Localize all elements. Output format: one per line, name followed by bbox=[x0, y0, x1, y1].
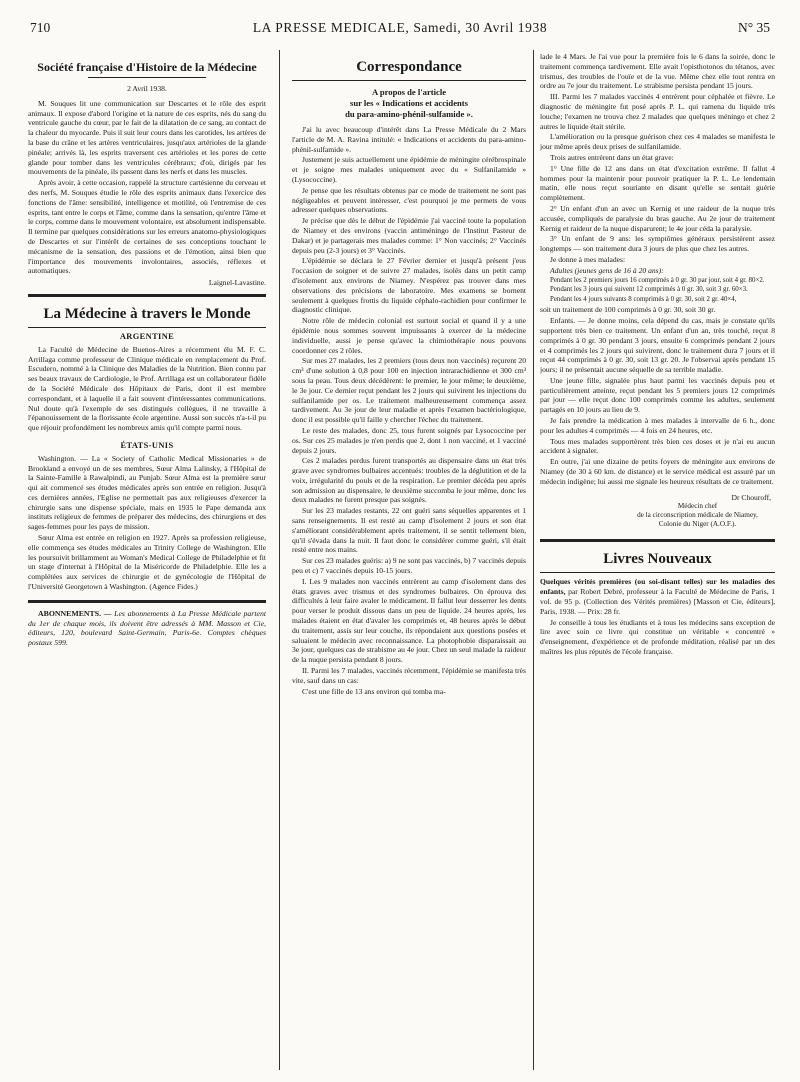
subtitle-line: du para-amino-phénil-sulfamide ». bbox=[345, 109, 473, 119]
column-left bbox=[28, 52, 266, 1068]
paragraph: Je précise que dès le début de l'épidémie j'ai vacciné toute la population de Niamey et des environs (vaccin antiméningo de l'Institut Pasteur de Dakar) et je partagerais mes malades comme: 1° Non vaccinés; 2° Vaccinés depuis peu (2-3 jours) et 3° Vaccinés. bbox=[292, 216, 526, 255]
section-rule bbox=[28, 294, 266, 297]
signature-line: Colonie du Niger (A.O.F.). bbox=[658, 520, 737, 529]
paragraph: Le reste des malades, donc 25, tous furent soignés par Lysococcine per os. Sur ces 25 malades je n'en perdis que 2, dont 1 non vacciné, et 1 vacciné depuis 2 jours. bbox=[292, 425, 526, 455]
paragraph: 3° Un enfant de 9 ans: les symptômes généraux persistèrent assez longtemps — son traitement dura 3 jours de plus que chez les autres. bbox=[540, 234, 775, 254]
paragraph: I. Les 9 malades non vaccinés entrèrent au camp d'isolement dans des états graves avec trismus et des syndromes bulbaires. On éprouva des difficultés à leur faire avaler le médicament. Il fallut leur desserrer les dents pour verser le produit dissous dans un peu de liquide. 24 heures après, les malades étaient en état d'avaler les comprimés et, 48 heures après le début du traitement, assis sur leur couche, ils répondaient aux questions posées et saluaient le médecin avec reconnaissance. La photophobie disparaissait au 3e jour, quelques cas de strabisme au 4e jour. Chez un seul malade la raideur de la nuque persista pendant 8 jours. bbox=[292, 576, 526, 665]
subscriptions-label: ABONNEMENTS. — bbox=[38, 608, 112, 618]
column-right bbox=[540, 52, 775, 1068]
section-rule bbox=[28, 327, 266, 328]
paragraph: 2° Un enfant d'un an avec un Kernig et une raideur de la nuque très accusée, compliqués de paralysie du bras gauche. Au 2e jour de traitement Kernig et raideur de la nuque disparurent; le 4e jour céda la paralysie. bbox=[540, 203, 775, 233]
paragraph: Washington. — La « Society of Catholic Medical Missionaries » de Brookland a envoyé un de ses membres, Sœur Alma Lalinsky, à l'Hôpital de la Sainte-Famille à Rawalpindi, au Punjab. Sœur Alma est la première sœur qui ait commencé ses études médicales après son entrée en religion. Jusqu'à ces dernières années, l'Eglise ne permettait pas aux religieuses d'exercer la chirurgie sans une dispense spéciale, mais en 1935 le Pape demanda aux instituts religieux de femmes de préparer des médecins, des chirurgiens et des sages-femmes pour les pays de mission. bbox=[28, 453, 266, 532]
page-number: 710 bbox=[30, 20, 51, 35]
paragraph: Sur ces 23 malades guéris: a) 9 ne sont pas vaccinés, b) 7 vaccinés depuis peu et c) 7 vaccinés depuis 10-15 jours. bbox=[292, 556, 526, 576]
column-middle bbox=[292, 52, 526, 1068]
paragraph: Sur mes 27 malades, les 2 premiers (tous deux non vaccinés) reçurent 20 cm³ d'une solution à 0,8 pour 100 en injection intrarachidienne et 300 cm³ sous la peau. Tous deux décédèrent: le premier, le jour même; le deuxième, le 3e jour. Ce dernier reçut pendant les 2 jours qui suivirent les injections du sulfanilamide per os. Le traitement malheureusement commença assez tardivement. Au 3e jour de leur maladie et après l'examen bactériologique, donc il est possible qu'il faille y chercher l'échec du traitement. bbox=[292, 356, 526, 425]
section-rule bbox=[540, 572, 775, 573]
paragraph: L'épidémie se déclara le 27 Février dernier et jusqu'à présent j'eus l'occasion de soigner et de suivre 27 malades, isolés dans un petit camp d'isolement aux environs de Niamey. N'espérez pas trouver dans mes observations des précisions de laboratoire. Mes examens se bornent seulement à quelques frottis du liquide céphalo-rachidien pour confirmer le diagnostic clinique. bbox=[292, 256, 526, 315]
subheading-etats-unis: ÉTATS-UNIS bbox=[120, 440, 174, 450]
issue-number: N° 35 bbox=[737, 20, 770, 35]
section-title-livres: Livres Nouveaux bbox=[603, 551, 712, 568]
section-rule bbox=[28, 600, 266, 603]
paragraph: Je donne à mes malades: bbox=[550, 254, 626, 264]
paragraph: soit un traitement de 100 comprimés à 0 gr. 30, soit 30 gr. bbox=[540, 305, 716, 315]
paragraph: Enfants. — Je donne moins, cela dépend du cas, mais je constate qu'ils supportent très bien ce traitement. Un enfant d'un an, très touché, reçut 8 comprimés à 0 gr. 30 pendant 3 jours, ensuite 6 comprimés pendant 2 jours et 4 comprimés les 2 jours qui suivirent, donc le traitement dura 7 jours et il reçut 44 comprimés à 0 gr. 30, soit 13 gr. 20. Je l'observai après pendant 15 jours; il ne présentait aucune séquelle de sa terrible maladie. bbox=[540, 316, 775, 375]
signature: Dr Chouroff, bbox=[731, 492, 771, 502]
paragraph: Une jeune fille, signalée plus haut parmi les vaccinés depuis peu et particulièrement atteinte, reçut pendant les 5 premiers jours 12 comprimés par jour — elle reçut donc 100 comprimés comme les adultes, seulement partagés en 10 jours au lieu de 9. bbox=[540, 375, 775, 415]
signature-line: de la circonscription médicale de Niamey, bbox=[637, 511, 758, 520]
subtitle-line: sur les « Indications et accidents bbox=[349, 98, 468, 108]
paragraph: Après avoir, à cette occasion, rappelé la structure cartésienne du cerveau et des nerfs, M. Souques étudie le rôle des esprits animaux dans l'exercice des fonctions de l'âme: sensibilité, intelligence et motilité, où l'entremise de ces esprits, tant entre le corps et l'âme, comme dans la sensation, qu'entre l'âme et le corps, comme dans le mouvement volontaire, est absolument indispensable. Il termine par quelques considérations sur les erreurs anatomo-physiologiques de Descartes et sur l'intérêt de certaines de ses conceptions touchant le mécanisme de la sensation, des passions et de l'émotion, ainsi bien que l'importance des mouvements involontaires, associés, réflexes et automatiques. bbox=[28, 178, 266, 276]
paragraph: lade le 4 Mars. Je l'ai vue pour la première fois le 6 dans la soirée, donc le traitement commença tardivement. Elle avait l'opisthotonos du tétanos, avec trismus, des troubles de l'ouïe et de la vue. Même chez elle tout rentra en ordre au 7e jour du traitement. Le strabisme persista pendant 15 jours. bbox=[540, 52, 775, 91]
paragraph: 1° Une fille de 12 ans dans un état d'excitation extrême. Il fallut 4 hommes pour la maintenir pour pouvoir pratiquer la P. L. Le lendemain matin, elle nous reçut souriante en disant qu'elle se sentait guérie complètement. bbox=[540, 163, 775, 203]
dosage-line: Pendant les 3 jours qui suivent 12 comprimés à 0 gr. 30, soit 3 gr. 60×3. bbox=[550, 286, 748, 294]
page-header bbox=[30, 20, 770, 40]
article-subtitle bbox=[292, 87, 526, 120]
subscriptions-text: Les abonnements à La Presse Médicale partent du 1er de chaque mois, ils doivent être adressés à MM. Masson et Cie, éditeurs, 120, boulevard Saint-Germain, Paris-6e. Comptes chèques postaux 599. bbox=[28, 608, 266, 648]
section-title-monde: La Médecine à travers le Monde bbox=[43, 305, 251, 322]
paragraph: M. Souques lit une communication sur Descartes et le rôle des esprit animaux. Il expose d'abord l'origine et la nature de ces esprits, nés du sang du ventricule gauche du cœur, par le fait de la dilatation de ce sang, au contact de la chaleur du myocarde. Puis il suit leur cours dans les carotides, les artères de la base du crâne et les artères ventriculaires, jusqu'aux artérioles de la glande pinéale; arrivés là, les esprits traversent ces artérioles et les pores de cette glande pour tomber dans les ventricules cérébraux; d'où, dirigés par les mouvements de la pinéale, ils passent dans les nerfs et dans les muscles. bbox=[28, 98, 266, 177]
paragraph: La Faculté de Médecine de Buenos-Aires a récemment élu M. F. C. Arrillaga comme professeur de Clinique médicale en remplacement du Prof. Escudero, nommé à la Clinique des Maladies de la Nutrition. Bien connu par ses beaux travaux de Cardiologie, le Prof. Arrillaga est un collaborateur fidèle de la Société Médicale des Hôpitaux de Paris, dont il est membre correspondant, et à laquelle il a fait souvent d'intéressantes communications. Nul doute qu'à l'exemple de ses distingués collègues, il ne travaille à l'épanouissement de la florissante école argentine. Aussi son succès n'a-t-il pu que réjouir profondément les nombreux amis qu'il compte parmi nous. bbox=[28, 344, 266, 433]
paragraph: En outre, j'ai une dizaine de petits foyers de méningite aux environs de Niamey (de 30 à 60 km. de distance) et le service médical est assuré par un médecin indigène; lui aussi me signale les heureux résultats de ce traitement. bbox=[540, 457, 775, 486]
book-entry bbox=[540, 577, 775, 616]
signature-line: Médecin chef bbox=[677, 502, 718, 511]
dosage-line: Pendant les 4 jours suivants 8 comprimés à 0 gr. 30, soit 2 gr. 40×4, bbox=[550, 295, 737, 303]
paragraph: II. Parmi les 7 malades, vaccinés récemment, l'épidémie se manifesta très vite, sauf dans un cas: bbox=[292, 666, 526, 685]
column-divider-1 bbox=[279, 50, 280, 1070]
book-title: Quelques vérités premières (ou soi-disant telles) sur les maladies des enfants, bbox=[540, 577, 775, 597]
signature: Laignel-Lavastine. bbox=[208, 278, 266, 288]
section-title-correspondance: Correspondance bbox=[356, 59, 462, 75]
paragraph: C'est une fille de 13 ans environ qui tomba ma- bbox=[302, 686, 446, 696]
paragraph: Je pense que les résultats obtenus par ce mode de traitement ne sont pas négligeables et peuvent intéresser, c'est pourquoi je me permets de vous adresser quelques observations. bbox=[292, 185, 526, 215]
paragraph: J'ai lu avec beaucoup d'intérêt dans La Presse Médicale du 2 Mars l'article de M. A. Ravina intitulé: « Indications et accidents du para-amino-phénil-sulfamide ». bbox=[292, 125, 526, 154]
subheading-argentine: ARGENTINE bbox=[119, 331, 175, 341]
dosage-line: Pendant les 2 premiers jours 16 comprimés à 0 gr. 30 par jour, soit 4 gr. 80×2. bbox=[550, 276, 765, 284]
paragraph: Sur les 23 malades restants, 22 ont guéri sans séquelles apparentes et 1 sans renseignements. Il est resté au camp d'isolement 2 jours et son état s'améliorant considérablement après traitement, il se sentit tellement bien, qu'il s'évada dans la nuit. Il faut donc le considérer comme guéri, s'il était resté entre nos mains. bbox=[292, 506, 526, 555]
paragraph: III. Parmi les 7 malades vaccinés 4 entrèrent pour céphalée et fièvre. Le diagnostic de méningite fut posé après P. L. qui ramena du liquide très louche; l'examen ne trouva chez 2 malades que quelques méningo et chez 2 autres le liquide était stérile. bbox=[540, 92, 775, 131]
paragraph: Trois autres entrèrent dans un état grave: bbox=[550, 152, 674, 162]
paragraph: L'amélioration ou la presque guérison chez ces 4 malades se manifesta le jour même après deux prises de sulfanilamide. bbox=[540, 132, 775, 152]
section-rule bbox=[88, 77, 206, 78]
section-rule bbox=[540, 539, 775, 542]
section-title-histoire: Société française d'Histoire de la Médecine bbox=[37, 60, 257, 74]
paragraph: Notre rôle de médecin colonial est surtout social et quand il y a une épidémie nous sommes souvent impuissants à exercer de la médecine individuelle, aussi je pense qu'avec la chimiothérapie nous pouvons coordonner ces 2 rôles. bbox=[292, 316, 526, 355]
journal-title: LA PRESSE MEDICALE, Samedi, 30 Avril 1938 bbox=[252, 20, 548, 35]
meeting-date: 2 Avril 1938. bbox=[127, 84, 167, 93]
subtitle-line: A propos de l'article bbox=[371, 87, 447, 97]
section-rule bbox=[292, 80, 526, 81]
book-details: par Robert Debré, professeur à la Faculté de Médecine de Paris, 1 vol. de 95 p. (Collection des Vérités premières) [Masson et Cie, éditeurs], Paris, 1938. — Prix: 28 fr. bbox=[540, 587, 775, 616]
paragraph: Ces 2 malades perdus furent transportés au dispensaire dans un état très grave avec syndromes bulbaires accentués: troubles de la déglutition et de la voix, irrégularité du pouls et de la respiration. Le premier décéda peu après son admission au dispensaire, le deuxième succomba le jour même, donc les deux malades ne furent presque pas soignés. bbox=[292, 456, 526, 505]
subscriptions-notice bbox=[28, 609, 266, 648]
paragraph: Sœur Alma est entrée en religion en 1927. Après sa profession religieuse, elle commença ses études médicales au Trinity College de Washington. Elle les poursuivit brillamment au Woman's Medical College de Philadelphie et fit un stage d'internat à l'Hôpital de la Miséricorde de Philadelphie. Elle les a complétées aux services de chirurgie et de gynécologie de l'Hôpital de l'Université Georgetown à Washington. (Agence Fides.) bbox=[28, 533, 266, 592]
paragraph: Justement je suis actuellement une épidémie de méningite cérébrospinale et je soigne mes malades uniquement avec du « Sulfanilamide » (Lysococcine). bbox=[292, 155, 526, 184]
paragraph: Je fais prendre la médication à mes malades à intervalle de 6 h., donc pour les adultes 4 comprimés — 4 fois en 24 heures, etc. bbox=[540, 416, 775, 435]
paragraph: Tous mes malades supportèrent très bien ces doses et je n'ai eu aucun accident à signaler. bbox=[540, 436, 775, 456]
column-divider-2 bbox=[533, 50, 534, 1070]
paragraph: Je conseille à tous les étudiants et à tous les médecins sans exception de lire avec soin ce livre qui constitue un véritable « concentré » d'enseignement, d'expérience et de profonde méditation, réalisé par un des maîtres les plus réputés de l'école française. bbox=[540, 617, 775, 657]
paragraph: Adultes (jeunes gens de 16 à 20 ans): bbox=[550, 265, 664, 275]
